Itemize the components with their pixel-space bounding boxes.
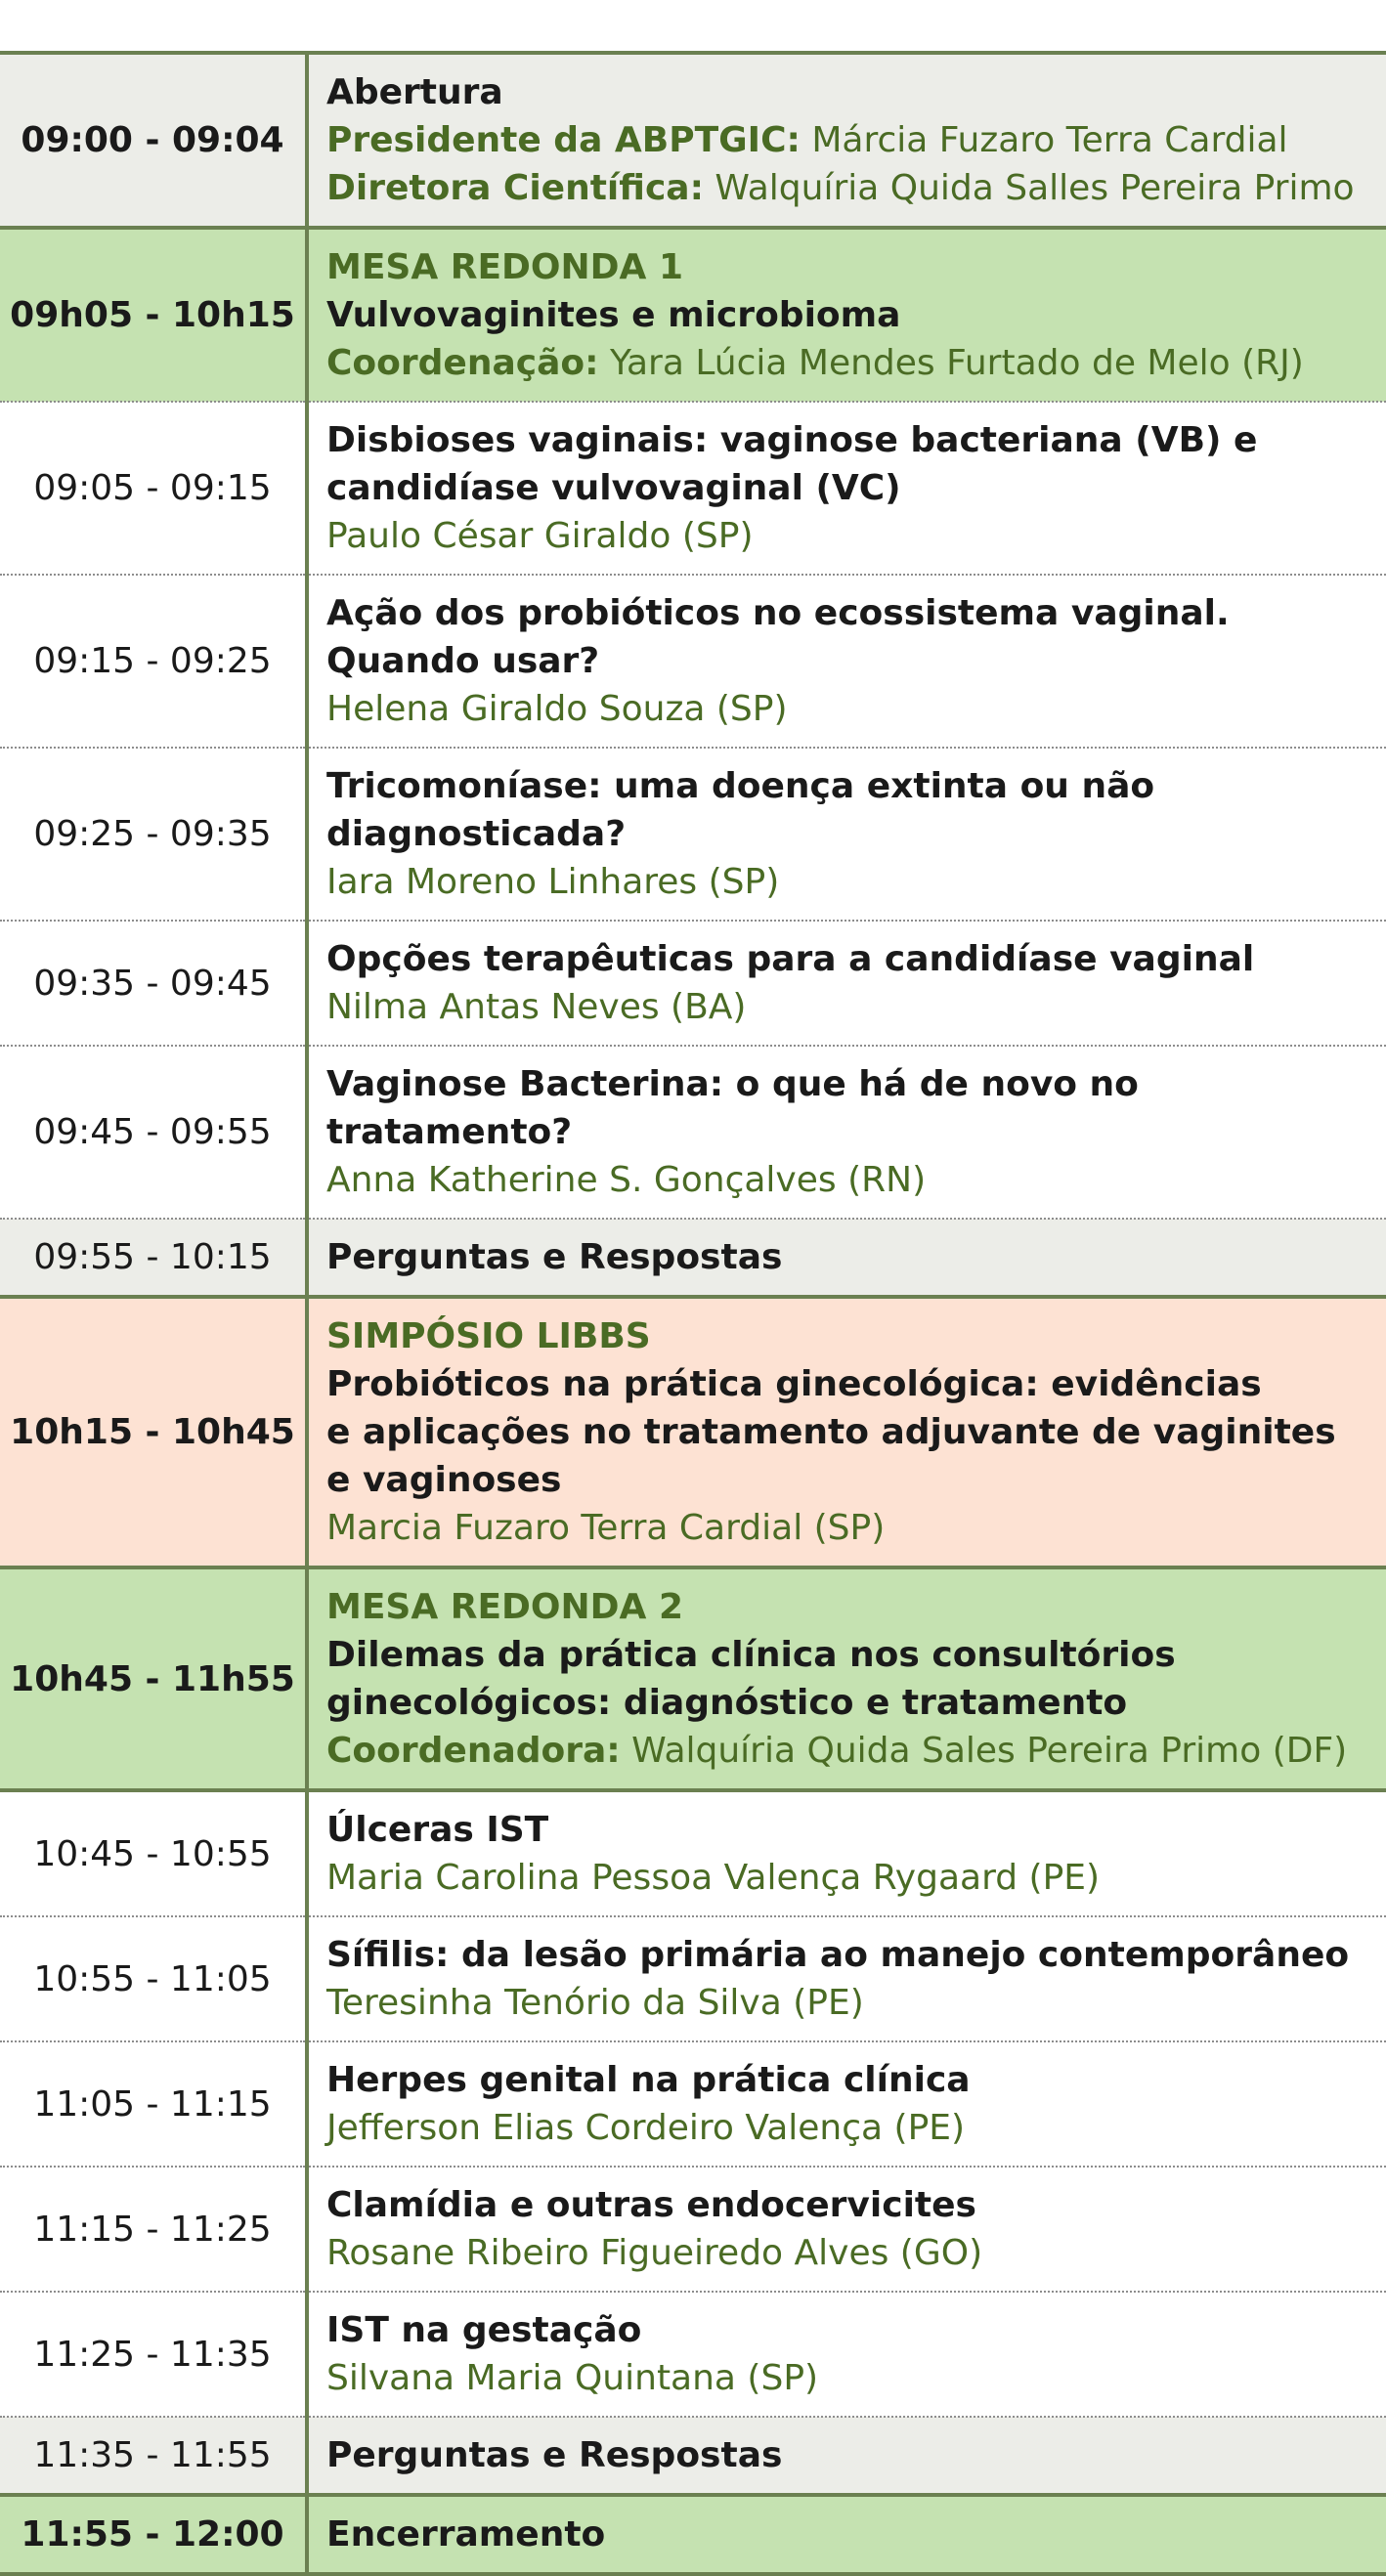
time-cell: 09:35 - 09:45 bbox=[0, 921, 307, 1046]
qa-title: Perguntas e Respostas bbox=[326, 1237, 783, 1277]
speaker-name: Anna Katherine S. Gonçalves (RN) bbox=[326, 1160, 927, 1200]
table-row-opening bbox=[0, 53, 1386, 228]
table-row bbox=[0, 2167, 1386, 2292]
qa-title: Perguntas e Respostas bbox=[326, 2435, 783, 2475]
coordination-name: Yara Lúcia Mendes Furtado de Melo (RJ) bbox=[598, 343, 1304, 383]
talk-title: Úlceras IST bbox=[326, 1810, 549, 1850]
talk-title: Tricomoníase: uma doença extinta ou não bbox=[326, 766, 1155, 806]
speaker-name: Paulo César Giraldo (SP) bbox=[326, 516, 754, 556]
talk-title: Disbioses vaginais: vaginose bacteriana (VB) e bbox=[326, 420, 1258, 460]
time-cell: 09:15 - 09:25 bbox=[0, 575, 307, 748]
content-cell bbox=[307, 921, 1386, 1046]
table-row-symposium bbox=[0, 1297, 1386, 1567]
speaker-name: Silvana Maria Quintana (SP) bbox=[326, 2358, 819, 2398]
president-name: Márcia Fuzaro Terra Cardial bbox=[800, 120, 1288, 160]
talk-title: Herpes genital na prática clínica bbox=[326, 2060, 971, 2100]
session-label: MESA REDONDA 2 bbox=[326, 1587, 683, 1627]
table-row-closing bbox=[0, 2495, 1386, 2574]
session-title-continued: ginecológicos: diagnóstico e tratamento bbox=[326, 1683, 1128, 1723]
table-row bbox=[0, 2041, 1386, 2167]
talk-title: IST na gestação bbox=[326, 2310, 642, 2350]
content-cell bbox=[307, 1916, 1386, 2041]
time-cell: 09:55 - 10:15 bbox=[0, 1219, 307, 1297]
session-title-continued: e vaginoses bbox=[326, 1460, 562, 1500]
session-label: MESA REDONDA 1 bbox=[326, 247, 683, 287]
time-cell: 09:05 - 09:15 bbox=[0, 402, 307, 575]
speaker-name: Marcia Fuzaro Terra Cardial (SP) bbox=[326, 1508, 886, 1548]
table-row bbox=[0, 1046, 1386, 1219]
time-cell: 11:25 - 11:35 bbox=[0, 2292, 307, 2417]
content-cell bbox=[307, 402, 1386, 575]
content-cell bbox=[307, 228, 1386, 402]
time-cell: 11:15 - 11:25 bbox=[0, 2167, 307, 2292]
table-row bbox=[0, 1790, 1386, 1916]
content-cell bbox=[307, 1046, 1386, 1219]
speaker-name: Jefferson Elias Cordeiro Valença (PE) bbox=[326, 2108, 966, 2148]
coordination-name: Walquíria Quida Sales Pereira Primo (DF) bbox=[620, 1731, 1348, 1771]
content-cell bbox=[307, 1297, 1386, 1567]
speaker-name: Maria Carolina Pessoa Valença Rygaard (PE) bbox=[326, 1858, 1101, 1898]
table-row-mesa-redonda-1 bbox=[0, 228, 1386, 402]
table-row-qa-1 bbox=[0, 1219, 1386, 1297]
talk-title-continued: candidíase vulvovaginal (VC) bbox=[326, 468, 901, 508]
speaker-name: Iara Moreno Linhares (SP) bbox=[326, 862, 780, 902]
content-cell bbox=[307, 2495, 1386, 2574]
time-cell: 10h15 - 10h45 bbox=[0, 1297, 307, 1567]
speaker-name: Helena Giraldo Souza (SP) bbox=[326, 689, 788, 729]
content-cell bbox=[307, 575, 1386, 748]
content-cell bbox=[307, 748, 1386, 921]
talk-title: Clamídia e outras endocervicites bbox=[326, 2185, 976, 2225]
coordination-line bbox=[326, 1727, 1372, 1775]
talk-title: Sífilis: da lesão primária ao manejo contemporâneo bbox=[326, 1935, 1350, 1975]
time-cell: 10h45 - 11h55 bbox=[0, 1567, 307, 1790]
time-cell: 10:45 - 10:55 bbox=[0, 1790, 307, 1916]
speaker-name: Nilma Antas Neves (BA) bbox=[326, 987, 747, 1027]
time-cell: 10:55 - 11:05 bbox=[0, 1916, 307, 2041]
content-cell bbox=[307, 1219, 1386, 1297]
time-cell: 11:05 - 11:15 bbox=[0, 2041, 307, 2167]
table-row bbox=[0, 402, 1386, 575]
talk-title: Vaginose Bacterina: o que há de novo no tratamento? bbox=[326, 1064, 1139, 1152]
table-row-qa-2 bbox=[0, 2417, 1386, 2495]
coordination-label: Coordenadora: bbox=[326, 1731, 621, 1771]
speaker-name: Teresinha Tenório da Silva (PE) bbox=[326, 1983, 864, 2023]
table-row bbox=[0, 748, 1386, 921]
content-cell bbox=[307, 2292, 1386, 2417]
time-cell: 09:45 - 09:55 bbox=[0, 1046, 307, 1219]
table-row bbox=[0, 2292, 1386, 2417]
session-title: Dilemas da prática clínica nos consultórios bbox=[326, 1635, 1176, 1675]
director-line bbox=[326, 164, 1372, 212]
talk-title: Ação dos probióticos no ecossistema vaginal. bbox=[326, 593, 1230, 633]
session-title: Probióticos na prática ginecológica: evidências bbox=[326, 1364, 1262, 1404]
talk-title-continued: diagnosticada? bbox=[326, 814, 627, 854]
content-cell bbox=[307, 1790, 1386, 1916]
talk-title-continued: Quando usar? bbox=[326, 641, 600, 681]
time-cell: 09:25 - 09:35 bbox=[0, 748, 307, 921]
schedule-table bbox=[0, 51, 1386, 2576]
content-cell bbox=[307, 2041, 1386, 2167]
time-cell: 11:35 - 11:55 bbox=[0, 2417, 307, 2495]
talk-title: Opções terapêuticas para a candidíase vaginal bbox=[326, 939, 1255, 979]
closing-title: Encerramento bbox=[326, 2514, 606, 2555]
content-cell bbox=[307, 53, 1386, 228]
coordination-line bbox=[326, 339, 1372, 387]
content-cell bbox=[307, 2167, 1386, 2292]
table-row-mesa-redonda-2 bbox=[0, 1567, 1386, 1790]
president-label: Presidente da ABPTGIC: bbox=[326, 120, 801, 160]
content-cell bbox=[307, 1567, 1386, 1790]
session-title: Abertura bbox=[326, 72, 503, 112]
director-label: Diretora Científica: bbox=[326, 168, 704, 208]
table-row bbox=[0, 575, 1386, 748]
time-cell: 11:55 - 12:00 bbox=[0, 2495, 307, 2574]
table-row bbox=[0, 921, 1386, 1046]
director-name: Walquíria Quida Salles Pereira Primo bbox=[703, 168, 1355, 208]
time-cell: 09:00 - 09:04 bbox=[0, 53, 307, 228]
session-title-continued: e aplicações no tratamento adjuvante de vaginites bbox=[326, 1412, 1336, 1452]
content-cell bbox=[307, 2417, 1386, 2495]
time-cell: 09h05 - 10h15 bbox=[0, 228, 307, 402]
table-row bbox=[0, 1916, 1386, 2041]
session-title: Vulvovaginites e microbioma bbox=[326, 295, 901, 335]
session-label: SIMPÓSIO LIBBS bbox=[326, 1316, 651, 1356]
president-line bbox=[326, 116, 1372, 164]
coordination-label: Coordenação: bbox=[326, 343, 599, 383]
speaker-name: Rosane Ribeiro Figueiredo Alves (GO) bbox=[326, 2233, 983, 2273]
